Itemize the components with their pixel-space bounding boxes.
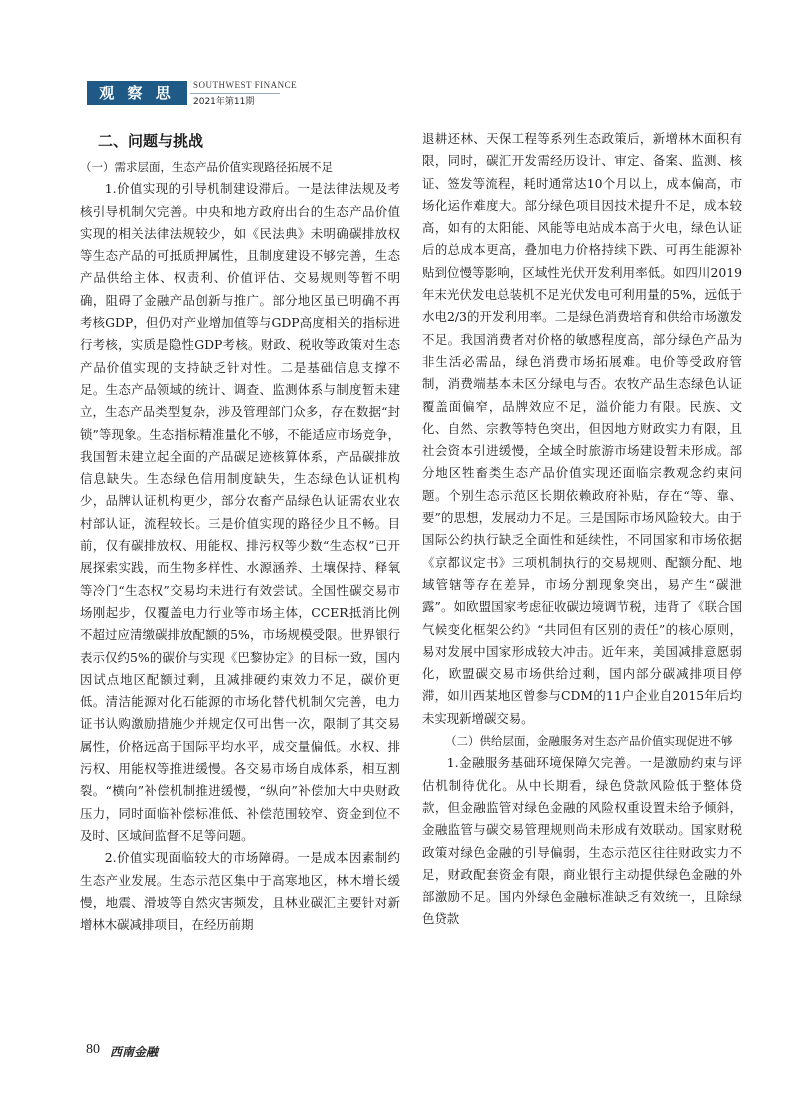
- left-column: [80, 128, 400, 936]
- page-number: 80: [86, 1042, 100, 1057]
- paragraph: 1.金融服务基础环境保障欠完善。一是激励约束与评估机制待优化。从中长期看，绿色贷款风险低于整体贷款，但金融监管对绿色金融的风险权重设置未给予倾斜，金融监管与碳交易管理规则尚未形成有效联动。国家财税政策对绿色金融的引导偏弱，生态示范区往往财政实力不足，财政配套资金有限，商业银行主动提供绿色金融的外部激励不足。国内外绿色金融标准缺乏有效统一，且除绿色贷款: [422, 755, 742, 927]
- subsection-heading: （一）需求层面，生态产品价值实现路径拓展不足: [80, 160, 333, 174]
- subsection-heading: （二）供给层面，金融服务对生态产品价值实现促进不够: [445, 734, 733, 749]
- journal-name: 西南金融: [110, 1045, 159, 1059]
- right-column: [422, 128, 742, 931]
- paragraph: 退耕还林、天保工程等系列生态政策后，新增林木面积有限，同时，碳汇开发需经历设计、审定、备案、监测、核证、签发等流程，耗时通常达10个月以上，成本偏高，市场化运作难度大。部分绿色项目因技术提升不足，成本较高，如有的太阳能、风能等电站成本高于火电，绿色认证后的总成本更高，叠加电力价格持续下跌、可再生能源补贴到位慢等影响，区域性光伏开发利用率低。如四川2019年末光伏发电总装机不足光伏发电可利用量的5%，远低于水电2/3的开发利用率。二是绿色消费培育和供给市场激发不足。我国消费者对价格的敏感程度高，部分绿色产品为非生活必需品，绿色消费市场拓展难。电价等受政府管制，消费端基本未区分绿电与否。农牧产品生态绿色认证覆盖面偏窄，品牌效应不足，溢价能力有限。民族、文化、自然、宗教等特色突出，但因地方财政实力有限，且社会资本引进缓慢，全域全时旅游市场建设暂未形成。部分地区牲畜类生态产品价值实现还面临宗教观念约束问题。个别生态示范区长期依赖政府补贴，存在“等、靠、要”的思想，发展动力不足。三是国际市场风险较大。由于国际公约执行缺乏全面性和延续性，不同国家和市场依据《京都议定书》三项机制执行的交易规则、配额分配、地域管辖等存在差异，市场分割现象突出，易产生“碳泄露”。如欧盟国家考虑征收碳边境调节税，违背了《联合国气候变化框架公约》“共同但有区别的责任”的核心原则，易对发展中国家形成较大冲击。近年来，美国减排意愿弱化，欧盟碳交易市场供给过剩，国内部分碳减排项目停滞，如川西某地区曾参与CDM的11户企业自2015年后均未实现新增碳交易。: [422, 131, 742, 726]
- issue-number: 2021年第11期: [193, 97, 255, 107]
- journal-english-name: SOUTHWEST FINANCE: [193, 80, 298, 90]
- section-label: 观 察 思 考: [87, 81, 187, 105]
- paragraph: 2.价值实现面临较大的市场障碍。一是成本因素制约生态产业发展。生态示范区集中于高寒地区，林木增长缓慢，地震、滑坡等自然灾害频发，且林业碳汇主要针对新增林木碳减排项目，在经历前期: [80, 850, 400, 933]
- section-heading: 二、问题与挑战: [98, 132, 204, 150]
- paragraph: 1.价值实现的引导机制建设滞后。一是法律法规及考核引导机制欠完善。中央和地方政府出台的生态产品价值实现的相关法律法规较少，如《民法典》未明确碳排放权等生态产品的可抵质押属性，且制度建设不够完善，生态产品供给主体、权责利、价值评估、交易规则等暂不明确，阻碍了金融产品创新与推广。部分地区虽已明确不再考核GDP，但仍对产业增加值等与GDP高度相关的指标进行考核，实质是隐性GDP考核。财政、税收等政策对生态产品价值实现的支持缺乏针对性。二是基础信息支撑不足。生态产品领域的统计、调查、监测体系与制度暂未建立，生态产品类型复杂，涉及管理部门众多，存在数据“封锁”等现象。生态指标精准量化不够，不能适应市场竞争，我国暂未建立起全面的产品碳足迹核算体系，产品碳排放信息缺失。生态绿色信用制度缺失，生态绿色认证机构少，品牌认证机构更少，部分农畜产品绿色认证需农业农村部认证，流程较长。三是价值实现的路径少且不畅。目前，仅有碳排放权、用能权、排污权等少数“生态权”已开展探索实践，而生物多样性、水源涵养、土壤保持、释氧等冷门“生态权”交易均未进行有效尝试。全国性碳交易市场刚起步，仅覆盖电力行业等市场主体，CCER抵消比例不超过应清缴碳排放配额的5%，市场规模受限。世界银行表示仅约5%的碳价与实现《巴黎协定》的目标一致，国内因试点地区配额过剩，且减排硬约束效力不足，碳价更低。清洁能源对化石能源的市场化替代机制欠完善，电力证书认购激励措施少并规定仅可出售一次，限制了其交易属性，价格远高于国际平均水平，成交量偏低。水权、排污权、用能权等推进缓慢。各交易市场自成体系，相互割裂。“横向”补偿机制推进缓慢，“纵向”补偿加大中央财政压力，同时面临补偿标准低、补偿范围较窄、资金到位不及时、区域间监督不足等问题。: [80, 181, 400, 843]
